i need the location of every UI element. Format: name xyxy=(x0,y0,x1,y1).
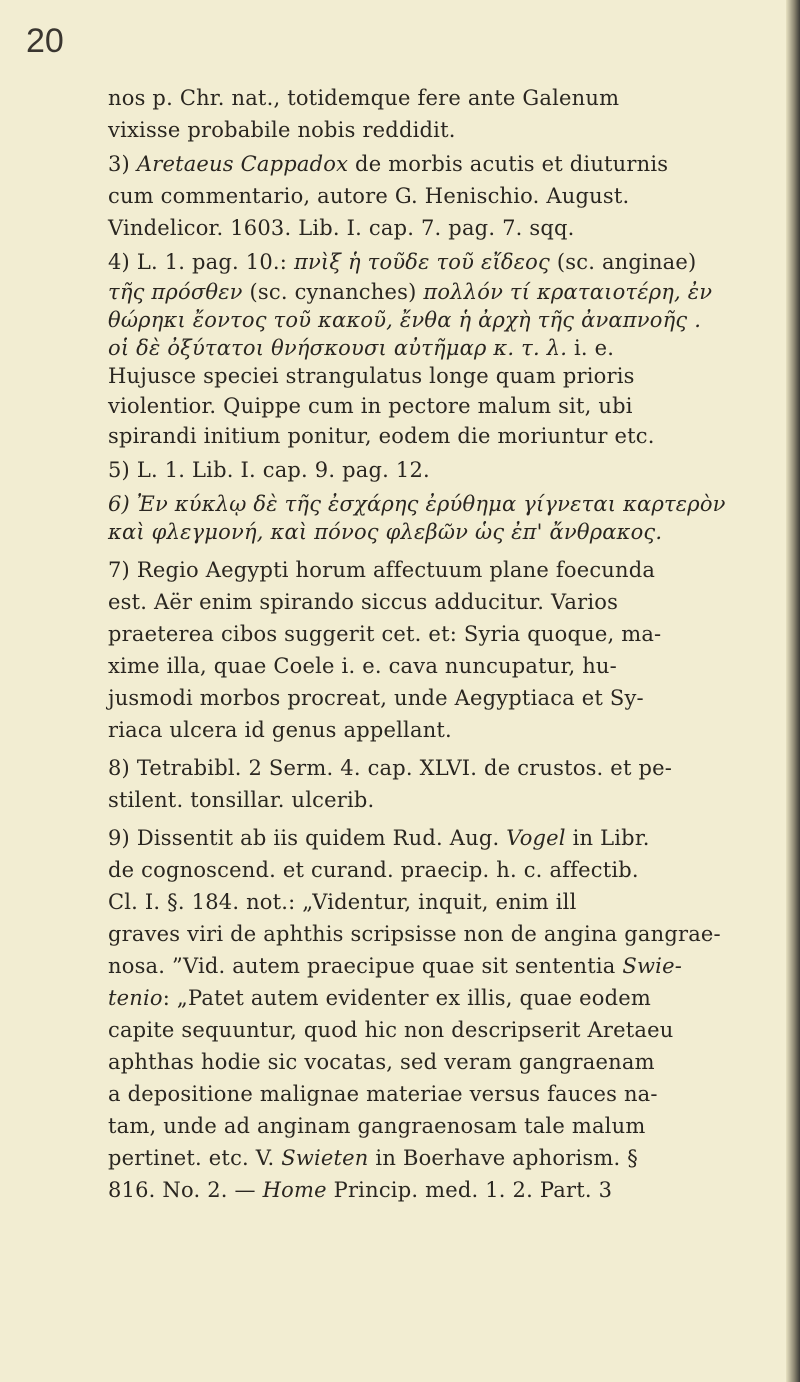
text-line xyxy=(108,1082,658,1106)
text-line xyxy=(108,336,614,360)
text-segment: i. e. xyxy=(567,336,615,360)
text-line xyxy=(108,1018,673,1042)
italic-text: πολλόν τί κραταιοτέρη, ἐν xyxy=(423,280,713,304)
text-segment: Hujusce speciei strangulatus longe quam prioris xyxy=(108,364,635,388)
italic-text: τῆς πρόσθεν xyxy=(108,280,243,304)
text-segment: a depositione malignae materiae versus fauces na- xyxy=(108,1082,658,1106)
text-line xyxy=(108,922,721,946)
text-segment: spirandi initium ponitur, eodem die moriuntur etc. xyxy=(108,424,655,448)
text-line xyxy=(108,280,712,304)
text-line xyxy=(108,1146,638,1170)
text-segment: Princip. med. 1. 2. Part. 3 xyxy=(326,1178,613,1202)
text-line xyxy=(108,788,374,812)
text-segment: praeterea cibos suggerit cet. et: Syria quoque, ma- xyxy=(108,622,662,646)
text-segment: tam, unde ad anginam gangraenosam tale malum xyxy=(108,1114,646,1138)
text-line xyxy=(108,424,655,448)
text-line xyxy=(108,364,635,388)
page-edge-shadow xyxy=(786,0,800,1382)
text-line xyxy=(108,1050,655,1074)
text-segment: violentior. Quippe cum in pectore malum sit, ubi xyxy=(108,394,633,418)
text-line xyxy=(108,184,629,208)
text-segment: 8) Tetrabibl. 2 Serm. 4. cap. XLVI. de crustos. et pe- xyxy=(108,756,673,780)
text-segment: 4) L. 1. pag. 10.: xyxy=(108,250,294,274)
text-segment: vixisse probabile nobis reddidit. xyxy=(108,118,456,142)
text-line xyxy=(108,1178,612,1202)
text-line xyxy=(108,826,650,850)
text-segment: 816. No. 2. — xyxy=(108,1178,263,1202)
italic-text: tenio xyxy=(108,986,163,1010)
text-line xyxy=(108,590,618,614)
text-line xyxy=(108,308,701,332)
italic-text: 6) Ἐν κύκλῳ δὲ τῆς ἐσχάρης ἐρύθημα γίγνεται καρτερὸν xyxy=(108,492,726,516)
text-segment: 5) L. 1. Lib. I. cap. 9. pag. 12. xyxy=(108,458,430,482)
text-line xyxy=(108,520,662,544)
text-line xyxy=(108,118,456,142)
text-segment: xime illa, quae Coele i. e. cava nuncupatur, hu- xyxy=(108,654,617,678)
italic-text: Vogel xyxy=(506,826,566,850)
text-line xyxy=(108,890,577,914)
text-line xyxy=(108,686,644,710)
text-segment: stilent. tonsillar. ulcerib. xyxy=(108,788,375,812)
italic-text: οἱ δὲ ὀξύτατοι θνήσκουσι αὐτῆμαρ κ. τ. λ. xyxy=(108,336,568,360)
text-segment: jusmodi morbos procreat, unde Aegyptiaca et Sy- xyxy=(108,686,644,710)
text-line xyxy=(108,86,619,110)
italic-text: Swieten xyxy=(281,1146,369,1170)
italic-text: Home xyxy=(262,1178,327,1202)
page-number: 20 xyxy=(26,22,64,60)
text-line xyxy=(108,622,661,646)
text-segment: capite sequuntur, quod hic non descripserit Aretaeu xyxy=(108,1018,674,1042)
text-segment: 7) Regio Aegypti horum affectuum plane foecunda xyxy=(108,558,656,582)
text-line xyxy=(108,250,696,274)
italic-text: καὶ φλεγμονή, καὶ πόνος φλεβῶν ὡς ἐπ' ἄνθρακος. xyxy=(108,520,663,544)
text-line xyxy=(108,1114,645,1138)
text-segment: pertinet. etc. V. xyxy=(108,1146,282,1170)
text-line xyxy=(108,394,633,418)
text-line xyxy=(108,756,672,780)
text-segment: in Libr. xyxy=(565,826,650,850)
text-line xyxy=(108,986,651,1010)
text-segment: Cl. I. §. 184. not.: „Videntur, inquit, enim ill xyxy=(108,890,577,914)
italic-text: Aretaeus Cappadox xyxy=(136,152,349,176)
text-segment: (sc. anginae) xyxy=(550,250,697,274)
italic-text: Swie- xyxy=(622,954,683,978)
text-segment: 9) Dissentit ab iis quidem Rud. Aug. xyxy=(108,826,507,850)
text-line xyxy=(108,216,575,240)
text-segment: : „Patet autem evidenter ex illis, quae eodem xyxy=(162,986,651,1010)
text-segment: graves viri de aphthis scripsisse non de angina gangrae- xyxy=(108,922,721,946)
text-line xyxy=(108,858,639,882)
text-segment: est. Aër enim spirando siccus adducitur. Varios xyxy=(108,590,619,614)
text-segment: Vindelicor. 1603. Lib. I. cap. 7. pag. 7. sqq. xyxy=(108,216,575,240)
text-segment: nosa. ”Vid. autem praecipue quae sit sententia xyxy=(108,954,623,978)
text-line xyxy=(108,718,452,742)
text-line xyxy=(108,654,617,678)
text-segment: aphthas hodie sic vocatas, sed veram gangraenam xyxy=(108,1050,655,1074)
text-line xyxy=(108,558,655,582)
text-segment: (sc. cynanches) xyxy=(242,280,424,304)
text-segment: riaca ulcera id genus appellant. xyxy=(108,718,452,742)
italic-text: πνὶξ ἡ τοῦδε τοῦ εἴδεος xyxy=(293,250,550,274)
text-segment: cum commentario, autore G. Henischio. August. xyxy=(108,184,630,208)
text-line xyxy=(108,458,430,482)
text-segment: nos p. Chr. nat., totidemque fere ante Galenum xyxy=(108,86,620,110)
text-segment: de morbis acutis et diuturnis xyxy=(348,152,669,176)
text-segment: 3) xyxy=(108,152,137,176)
text-segment: in Boerhave aphorism. § xyxy=(368,1146,638,1170)
text-line xyxy=(108,152,668,176)
italic-text: θώρηκι ἔοντος τοῦ κακοῦ, ἔνθα ἡ ἀρχὴ τῆς ἀναπνοῆς . xyxy=(108,308,702,332)
text-line xyxy=(108,954,682,978)
text-line xyxy=(108,492,726,516)
text-segment: de cognoscend. et curand. praecip. h. c. affectib. xyxy=(108,858,639,882)
